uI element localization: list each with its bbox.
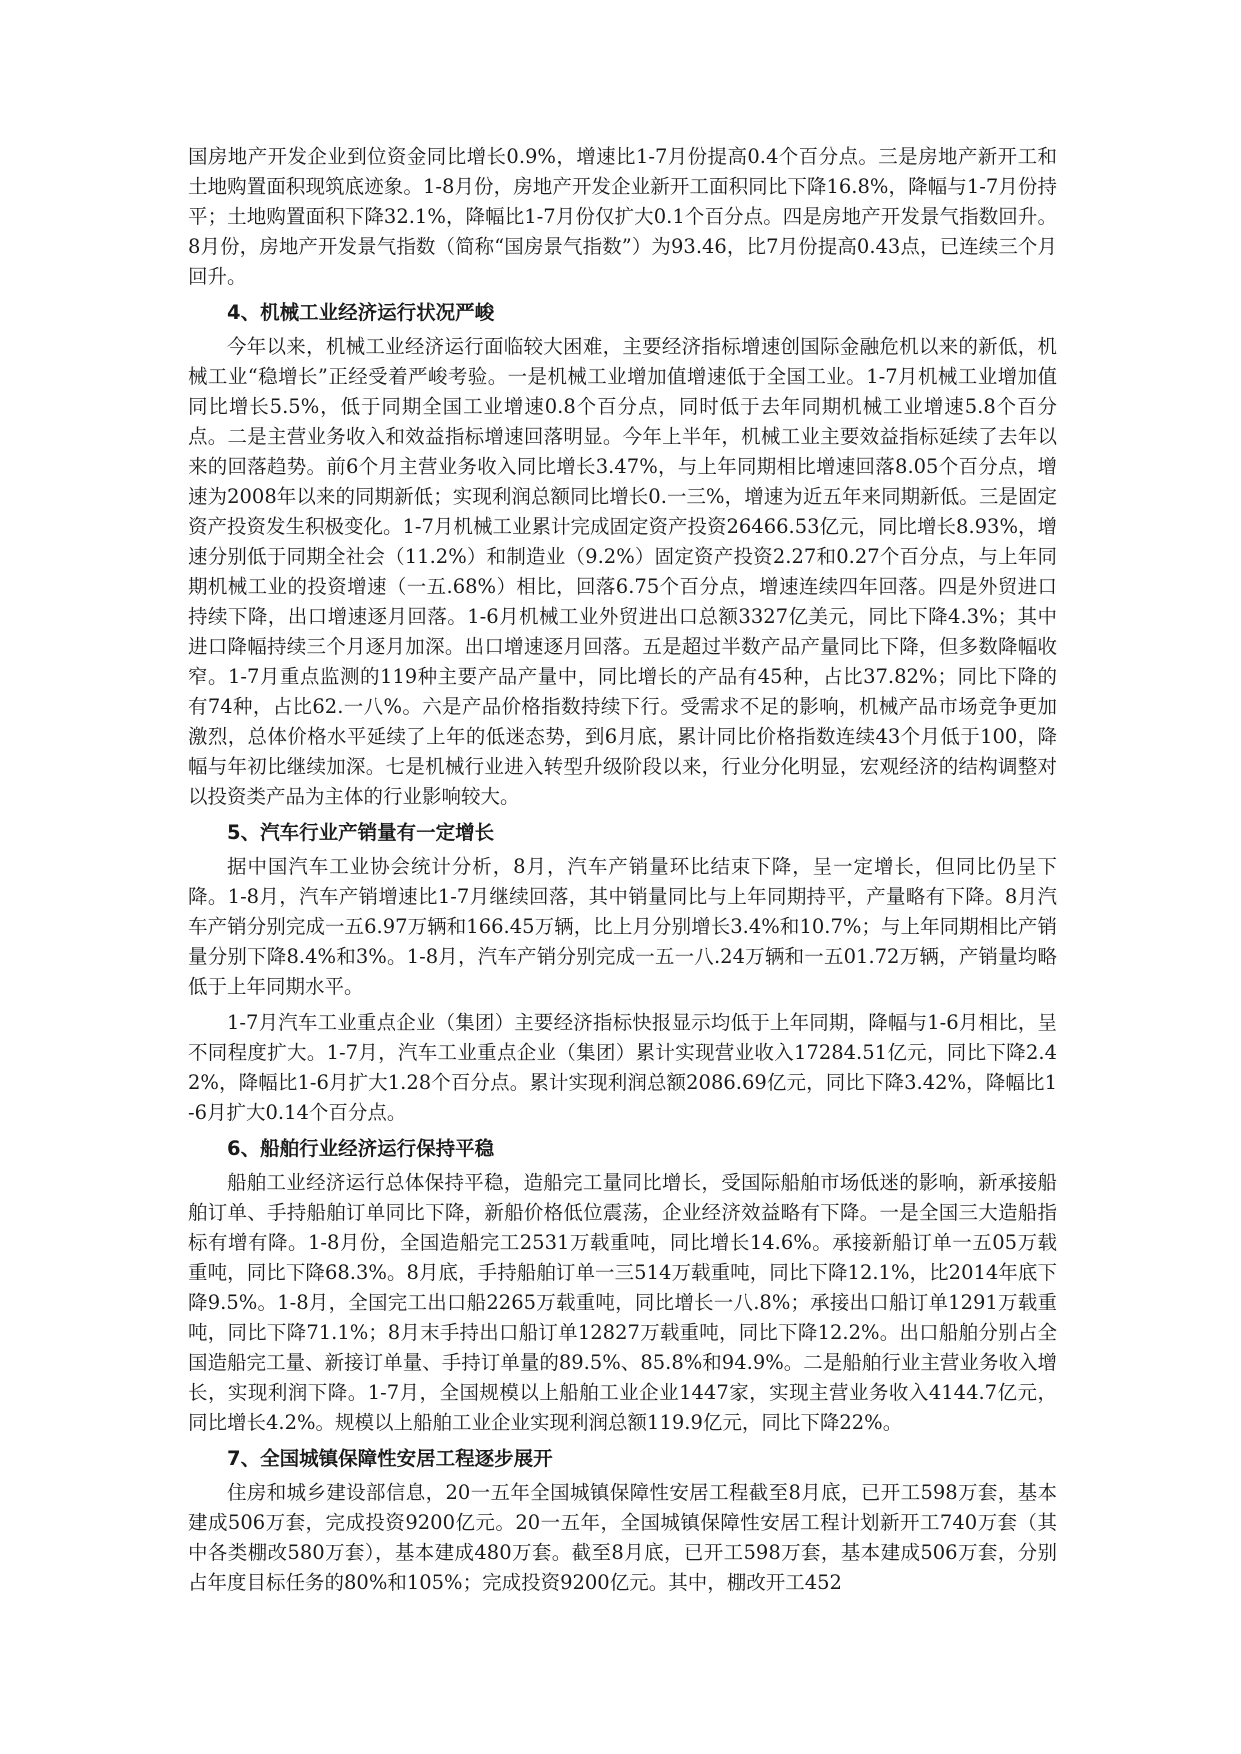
section-heading-housing: 7、全国城镇保障性安居工程逐步展开 — [227, 1447, 553, 1470]
section-paragraph-automobile-2: 1-7月汽车工业重点企业（集团）主要经济指标快报显示均低于上年同期，降幅与1-6月相比，呈不同程度扩大。1-7月，汽车工业重点企业（集团）累计实现营业收入17284.51亿元，同比下降2.42%，降幅比1-6月扩大1.28个百分点。累计实现利润总额2086.69亿元，同比下降3.42%，降幅比1-6月扩大0.14个百分点。 — [188, 1011, 1057, 1124]
section-heading-automobile: 5、汽车行业产销量有一定增长 — [227, 821, 495, 844]
section-heading-machinery: 4、机械工业经济运行状况严峻 — [227, 301, 495, 324]
section-paragraph-machinery: 今年以来，机械工业经济运行面临较大困难，主要经济指标增速创国际金融危机以来的新低，机械工业“稳增长”正经受着严峻考验。一是机械工业增加值增速低于全国工业。1-7月机械工业增加值同比增长5.5%，低于同期全国工业增速0.8个百分点，同时低于去年同期机械工业增速5.8个百分点。二是主营业务收入和效益指标增速回落明显。今年上半年，机械工业主要效益指标延续了去年以来的回落趋势。前6个月主营业务收入同比增长3.47%，与上年同期相比增速回落8.05个百分点，增速为2008年以来的同期新低；实现利润总额同比增长0.一三%，增速为近五年来同期新低。三是固定资产投资发生积极变化。1-7月机械工业累计完成固定资产投资26466.53亿元，同比增长8.93%，增速分别低于同期全社会（11.2%）和制造业（9.2%）固定资产投资2.27和0.27个百分点，与上年同期机械工业的投资增速（一五.68%）相比，回落6.75个百分点，增速连续四年回落。四是外贸进口持续下降，出口增速逐月回落。1-6月机械工业外贸进出口总额3327亿美元，同比下降4.3%；其中进口降幅持续三个月逐月加深。出口增速逐月回落。五是超过半数产品产量同比下降，但多数降幅收窄。1-7月重点监测的119种主要产品产量中，同比增长的产品有45种，占比37.82%；同比下降的有74种，占比62.一八%。六是产品价格指数持续下行。受需求不足的影响，机械产品市场竞争更加激烈，总体价格水平延续了上年的低迷态势，到6月底，累计同比价格指数连续43个月低于100，降幅与年初比继续加深。七是机械行业进入转型升级阶段以来，行业分化明显，宏观经济的结构调整对以投资类产品为主体的行业影响较大。 — [188, 335, 1057, 808]
section-paragraph-housing: 住房和城乡建设部信息，20一五年全国城镇保障性安居工程截至8月底，已开工598万套，基本建成506万套，完成投资9200亿元。20一五年，全国城镇保障性安居工程计划新开工740万套（其中各类棚改580万套），基本建成480万套。截至8月底，已开工598万套，基本建成506万套，分别占年度目标任务的80%和105%；完成投资9200亿元。其中，棚改开工452 — [188, 1481, 1057, 1594]
section-heading-shipbuilding: 6、船舶行业经济运行保持平稳 — [227, 1137, 495, 1160]
section-paragraph-shipbuilding: 船舶工业经济运行总体保持平稳，造船完工量同比增长，受国际船舶市场低迷的影响，新承接船舶订单、手持船舶订单同比下降，新船价格低位震荡，企业经济效益略有下降。一是全国三大造船指标有增有降。1-8月份，全国造船完工2531万载重吨，同比增长14.6%。承接新船订单一五05万载重吨，同比下降68.3%。8月底，手持船舶订单一三514万载重吨，同比下降12.1%，比2014年底下降9.5%。1-8月，全国完工出口船2265万载重吨，同比增长一八.8%；承接出口船订单1291万载重吨，同比下降71.1%；8月末手持出口船订单12827万载重吨，同比下降12.2%。出口船舶分别占全国造船完工量、新接订单量、手持订单量的89.5%、85.8%和94.9%。二是船舶行业主营业务收入增长，实现利润下降。1-7月，全国规模以上船舶工业企业1447家，实现主营业务收入4144.7亿元，同比增长4.2%。规模以上船舶工业企业实现利润总额119.9亿元，同比下降22%。 — [188, 1171, 1057, 1434]
intro-paragraph: 国房地产开发企业到位资金同比增长0.9%，增速比1-7月份提高0.4个百分点。三是房地产新开工和土地购置面积现筑底迹象。1-8月份，房地产开发企业新开工面积同比下降16.8%，降幅与1-7月份持平；土地购置面积下降32.1%，降幅比1-7月份仅扩大0.1个百分点。四是房地产开发景气指数回升。8月份，房地产开发景气指数（简称“国房景气指数”）为93.46，比7月份提高0.43点，已连续三个月回升。 — [188, 145, 1057, 288]
section-paragraph-automobile-1: 据中国汽车工业协会统计分析，8月，汽车产销量环比结束下降，呈一定增长，但同比仍呈下降。1-8月，汽车产销增速比1-7月继续回落，其中销量同比与上年同期持平，产量略有下降。8月汽车产销分别完成一五6.97万辆和166.45万辆，比上月分别增长3.4%和10.7%；与上年同期相比产销量分别下降8.4%和3%。1-8月，汽车产销分别完成一五一八.24万辆和一五01.72万辆，产销量均略低于上年同期水平。 — [188, 855, 1057, 998]
